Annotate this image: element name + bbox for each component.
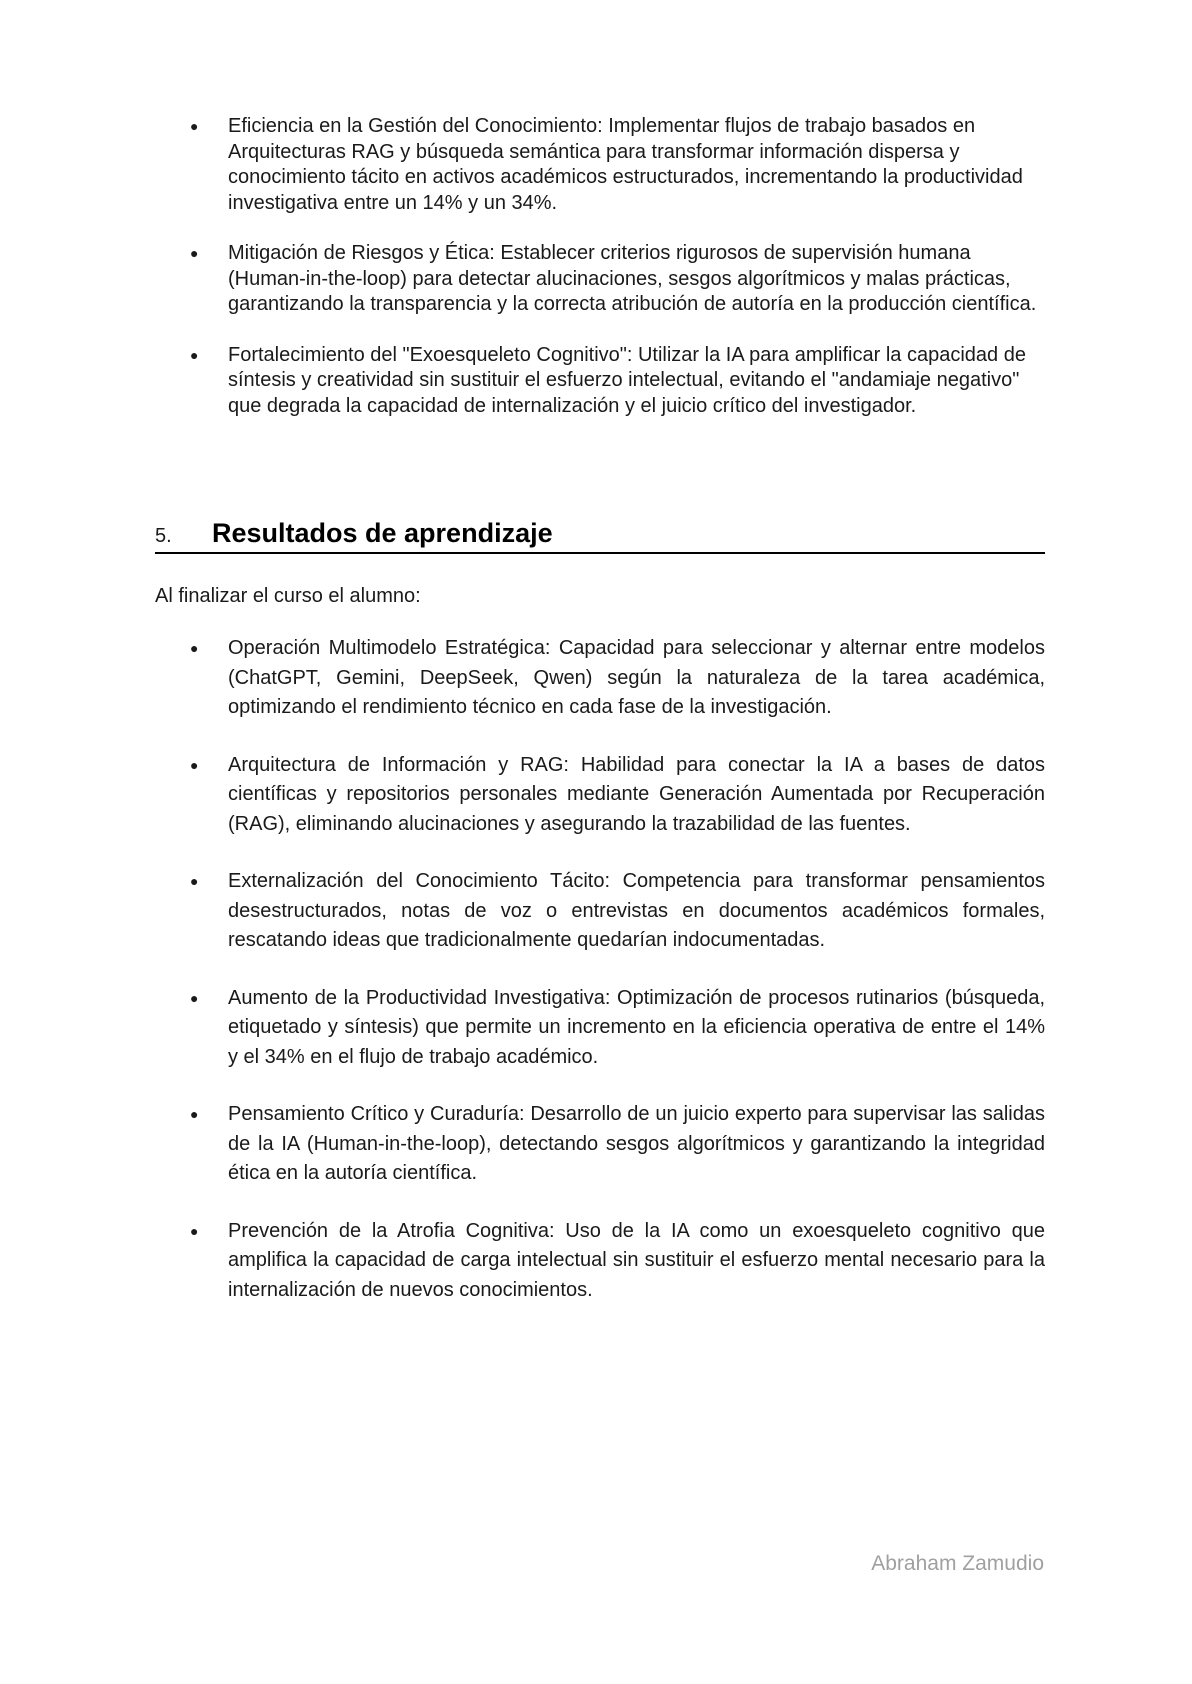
bullet-icon: ●: [190, 1222, 199, 1239]
list-item: [190, 343, 1045, 420]
list-item: [190, 867, 1045, 956]
bullet-icon: ●: [190, 756, 199, 773]
list-item-text: Externalización del Conocimiento Tácito: Competencia para transformar pensamientos desestructurados, notas de voz o entrevistas en documentos académicos formales, rescatando ideas que tradicionalmente quedarían indocumentadas.: [228, 870, 1045, 951]
list-item: [190, 751, 1045, 840]
list-item: [190, 634, 1045, 723]
bullet-icon: ●: [190, 873, 199, 889]
section-number: 5.: [155, 525, 172, 547]
footer-author: Abraham Zamudio: [871, 1552, 1044, 1575]
bullet-icon: ●: [190, 1106, 199, 1122]
objectives-list: [190, 114, 1045, 444]
bullet-icon: ●: [190, 346, 199, 363]
list-item-text: Mitigación de Riesgos y Ética: Establecer criterios rigurosos de supervisión humana (Human-in-the-loop) para detectar alucinaciones, sesgos algorítmicos y malas prácticas, garantizando la transparencia y la correcta atribución de autoría en la producción científica.: [228, 242, 1037, 315]
list-item-text: Aumento de la Productividad Investigativa: Optimización de procesos rutinarios (búsqueda, etiquetado y síntesis) que permite un incremento en la eficiencia operativa de entre el 14% y el 34% en el flujo de trabajo académico.: [228, 986, 1045, 1068]
section-heading: [155, 518, 1045, 554]
list-item: [190, 1217, 1045, 1306]
list-item-text: Fortalecimiento del "Exoesqueleto Cognitivo": Utilizar la IA para amplificar la capacidad de síntesis y creatividad sin sustituir el esfuerzo intelectual, evitando el "andamiaje negativo" que degrada la capacidad de internalización y el juicio crítico del investigador.: [228, 343, 1026, 417]
list-item-text: Eficiencia en la Gestión del Conocimiento: Implementar flujos de trabajo basados en Arquitecturas RAG y búsqueda semántica para transformar información dispersa y conocimiento tácito en activos académicos estructurados, incrementando la productividad investigativa entre un 14% y un 34%.: [228, 115, 1023, 214]
bullet-icon: ●: [190, 118, 199, 134]
list-item: [190, 984, 1045, 1073]
bullet-icon: ●: [190, 989, 199, 1006]
list-item: [190, 241, 1045, 318]
learning-outcomes-list: [190, 634, 1045, 1333]
section-intro: Al finalizar el curso el alumno:: [155, 585, 421, 607]
list-item: [190, 114, 1045, 216]
list-item-text: Operación Multimodelo Estratégica: Capacidad para seleccionar y alternar entre modelos (ChatGPT, Gemini, DeepSeek, Qwen) según la naturaleza de la tarea académica, optimizando el rendimiento técnico en cada fase de la investigación.: [228, 637, 1045, 718]
list-item: [190, 1100, 1045, 1189]
bullet-icon: ●: [190, 640, 199, 656]
bullet-icon: ●: [190, 245, 199, 261]
list-item-text: Pensamiento Crítico y Curaduría: Desarrollo de un juicio experto para supervisar las salidas de la IA (Human-in-the-loop), detectando sesgos algorítmicos y garantizando la integridad ética en la autoría científica.: [228, 1103, 1045, 1184]
list-item-text: Arquitectura de Información y RAG: Habilidad para conectar la IA a bases de datos científicas y repositorios personales mediante Generación Aumentada por Recuperación (RAG), eliminando alucinaciones y asegurando la trazabilidad de las fuentes.: [228, 753, 1045, 835]
section-title: Resultados de aprendizaje: [212, 518, 553, 548]
list-item-text: Prevención de la Atrofia Cognitiva: Uso de la IA como un exoesqueleto cognitivo que amplifica la capacidad de carga intelectual sin sustituir el esfuerzo mental necesario para la internalización de nuevos conocimientos.: [228, 1219, 1045, 1301]
